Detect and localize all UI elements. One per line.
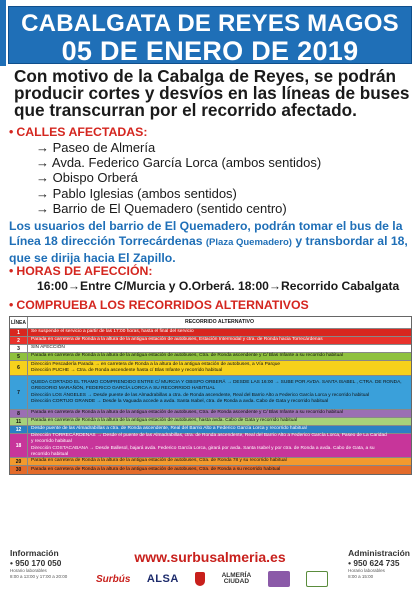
route-description xyxy=(28,376,411,409)
table-row xyxy=(10,345,411,353)
line-number: 3 xyxy=(10,345,28,352)
quemadero-notice xyxy=(9,219,413,266)
line-number: 2 xyxy=(10,337,28,344)
title-banner xyxy=(8,6,412,64)
line-number: 6 xyxy=(10,361,28,375)
hours-heading-text: HORAS DE AFECCIÓN: xyxy=(16,264,153,278)
website-link[interactable]: www.surbusalmeria.es xyxy=(134,549,286,565)
route-line: Parada en carretera de Ronda a la altura de la antigua estación de autobuses, Ctra. de Ronda a su recorrido habitual xyxy=(31,466,281,472)
route-description xyxy=(28,353,411,360)
routes-heading xyxy=(9,298,309,312)
route-description xyxy=(28,345,411,352)
info-hours-label: Horario laborables xyxy=(10,568,47,573)
line-number: 11 xyxy=(10,418,28,425)
card-logo xyxy=(306,571,328,587)
street-item: → Obispo Orberá xyxy=(36,170,138,186)
street-item: → Paseo de Almería xyxy=(36,140,156,155)
almeria-logo-line-2: CIUDAD xyxy=(223,578,250,585)
routes-heading-text: COMPRUEBA LOS RECORRIDOS ALTERNATIVOS xyxy=(16,298,309,312)
streets-list xyxy=(36,140,406,216)
info-phone[interactable]: • 950 170 050 xyxy=(10,558,62,568)
capital-gastronomia-logo xyxy=(268,571,290,587)
route-line: Se suspende el servicio a partir de las 17:00 horas, hasta el final del servicio xyxy=(31,329,194,335)
hours-text: 16:00→Entre C/Murcia y O.Orberá. 18:00→Recorrido Cabalgata xyxy=(37,279,400,293)
route-line: Desde puente de las Almadrabillas a ctra. de Ronda ascendente, Real del Barrio Alto a Federico García Lorca y recorrido habitual xyxy=(31,426,307,432)
route-description xyxy=(28,410,411,417)
route-line: Dirección COSTACABANA → Desde Ballesol, bajará avda. Federico García Lorca, girará por avda. Santa Isabel y por ctra. de Ronda a avda. Cabo de Gata, a su xyxy=(31,445,375,451)
routes-table xyxy=(9,316,412,475)
bullet-icon: • xyxy=(9,125,14,139)
title-line-1: CABALGATA DE REYES MAGOS xyxy=(21,10,399,37)
line-number: 7 xyxy=(10,376,28,409)
header-stripe xyxy=(0,0,6,66)
title-line-2: 05 DE ENERO DE 2019 xyxy=(61,36,359,66)
route-description xyxy=(28,329,411,336)
alsa-logo: ALSA xyxy=(146,573,179,585)
line-number: 20 xyxy=(10,458,28,465)
logo-strip xyxy=(96,567,328,591)
street-item: → Pablo Iglesias (ambos sentidos) xyxy=(36,185,237,201)
admin-phone[interactable]: • 950 624 735 xyxy=(348,558,400,568)
route-description xyxy=(28,466,411,474)
table-row xyxy=(10,434,411,458)
route-line: Parada en carretera de Ronda a la altura de la antigua estación de autobuses, Estación Intermodal y ctra. de Ronda hacia Torrecárdenas xyxy=(31,337,323,343)
table-row xyxy=(10,458,411,466)
route-description xyxy=(28,361,411,375)
route-line: Dirección LOS ÁNGELES → Desde puente de las Almadrabillas a ctra. de Ronda ascendente, Real del Barrio Alto a Federico García Lorca y recorrido habitual xyxy=(31,392,370,398)
route-line: Dirección PUCHE → Ctra. de Ronda ascendente hasta c/ Blas Infante y recorrido habitual xyxy=(31,368,223,373)
almeria-logo-line-1: ALMERÍA xyxy=(221,571,252,579)
table-row xyxy=(10,329,411,337)
surbus-logo: Surbús xyxy=(96,573,131,585)
intro-paragraph: Con motivo de la Cabalga de Reyes, se podrán producir cortes y desvíos en las líneas de buses que transcurran por el recorrido afectado. xyxy=(14,66,410,120)
route-line: Dirección TORRECÁRDENAS → Desde el puente de las Almadrabillas, ctra. de Ronda ascendente, Real del Barrio Alto a Federico García Lorca, Paseo de La Caridad xyxy=(31,433,387,439)
city-crest-icon xyxy=(195,572,205,586)
streets-heading-text: CALLES AFECTADAS: xyxy=(16,125,148,139)
notice-small: (Plaza Quemadero) xyxy=(205,237,292,249)
route-description xyxy=(28,426,411,433)
route-line: Dirección CORTIJO GRANDE → Desde la Vaguada accede a avda. Santa Isabel, ctra. de Ronda a avda. Cabo de Gata y recorrido habitual xyxy=(31,398,329,404)
table-row xyxy=(10,466,411,474)
line-number: 1 xyxy=(10,329,28,336)
almeria-ciudad-logo xyxy=(222,573,252,586)
admin-hours-label: Horario laborables xyxy=(348,568,385,573)
route-line: SIN AFECCIÓN xyxy=(31,345,65,351)
header xyxy=(0,0,420,66)
route-description xyxy=(28,458,411,465)
route-line: Parada en carretera de Ronda a la altura de la antigua estación de autobuses, Ctra. de Ronda ascendente y C/ Blas Infante a su recorrido habitual xyxy=(31,410,343,416)
info-title: Información xyxy=(10,548,59,558)
street-item: → Avda. Federico García Lorca (ambos sentidos) xyxy=(36,155,322,171)
bullet-icon: • xyxy=(9,264,14,278)
route-description xyxy=(28,337,411,344)
route-line: Parada en carretera de Ronda a la altura de la antigua estación de autobuses, hasta avda. Cabo de Gata y recorrido habitual xyxy=(31,418,298,424)
table-row xyxy=(10,376,411,410)
table-row xyxy=(10,337,411,345)
col-route-header: RECORRIDO ALTERNATIVO xyxy=(184,319,255,326)
route-line: recorrido habitual xyxy=(31,451,69,457)
line-number: 12 xyxy=(10,426,28,433)
table-header-row xyxy=(10,317,411,329)
route-description xyxy=(28,418,411,425)
table-row xyxy=(10,418,411,426)
notice-part-2: y transbordar al 18, que se dirija hacia El Zapillo. xyxy=(9,234,408,265)
admin-contact xyxy=(348,548,410,579)
route-line: GREGORIO MARAÑÓN, FEDERICO GARCÍA LORCA A SU RECORRIDO HABITUAL xyxy=(31,386,216,392)
table-row xyxy=(10,361,411,376)
street-item: → Barrio de El Quemadero (sentido centro) xyxy=(36,200,287,216)
line-number: 30 xyxy=(10,466,28,474)
info-hours: 8:00 a 13:00 y 17:00 a 20:00 xyxy=(10,573,68,579)
streets-heading xyxy=(9,125,147,139)
admin-title: Administración xyxy=(348,548,410,558)
route-description xyxy=(28,434,411,457)
line-number: 8 xyxy=(10,410,28,417)
route-line: Parada en carretera de Ronda a la altura de la antigua estación de autobuses, Ctra. de Ronda 78 y su recorrido habitual xyxy=(31,458,287,464)
admin-hours: 8:00 a 15:00 xyxy=(348,573,374,579)
line-number: 5 xyxy=(10,353,28,360)
bullet-icon: • xyxy=(9,298,14,312)
table-row xyxy=(10,353,411,361)
route-line: y recorrido habitual xyxy=(31,439,72,445)
hours-heading xyxy=(9,264,153,278)
footer xyxy=(0,548,420,594)
route-line: Parada en carretera de Ronda a la altura de la antigua estación de autobuses, Ctra. de Ronda ascendente y C/ Blas Infante a su recorrido habitual xyxy=(31,353,343,359)
table-row xyxy=(10,410,411,418)
notice-part-1: Los usuarios del barrio de El Quemadero, podrán tomar el bus de la Línea 18 dirección Torrecárdenas xyxy=(9,219,403,249)
line-number: 18 xyxy=(10,434,28,457)
col-line-header: LÍNEA xyxy=(10,317,28,328)
route-line: Dirección Pescadería Parada → en carretera de Ronda a la altura de la antigua estación de autobuses, a Vía Parque xyxy=(31,361,281,367)
route-line: QUEDA CORTADO EL TRAMO COMPRENDIDO ENTRE C/ MURCIA Y OBISPO ORBERÁ → DESDE LAS 16:00 → SUBE POR AVDA. SANTA ISABEL , CTRA. DE RONDA, xyxy=(31,380,402,386)
